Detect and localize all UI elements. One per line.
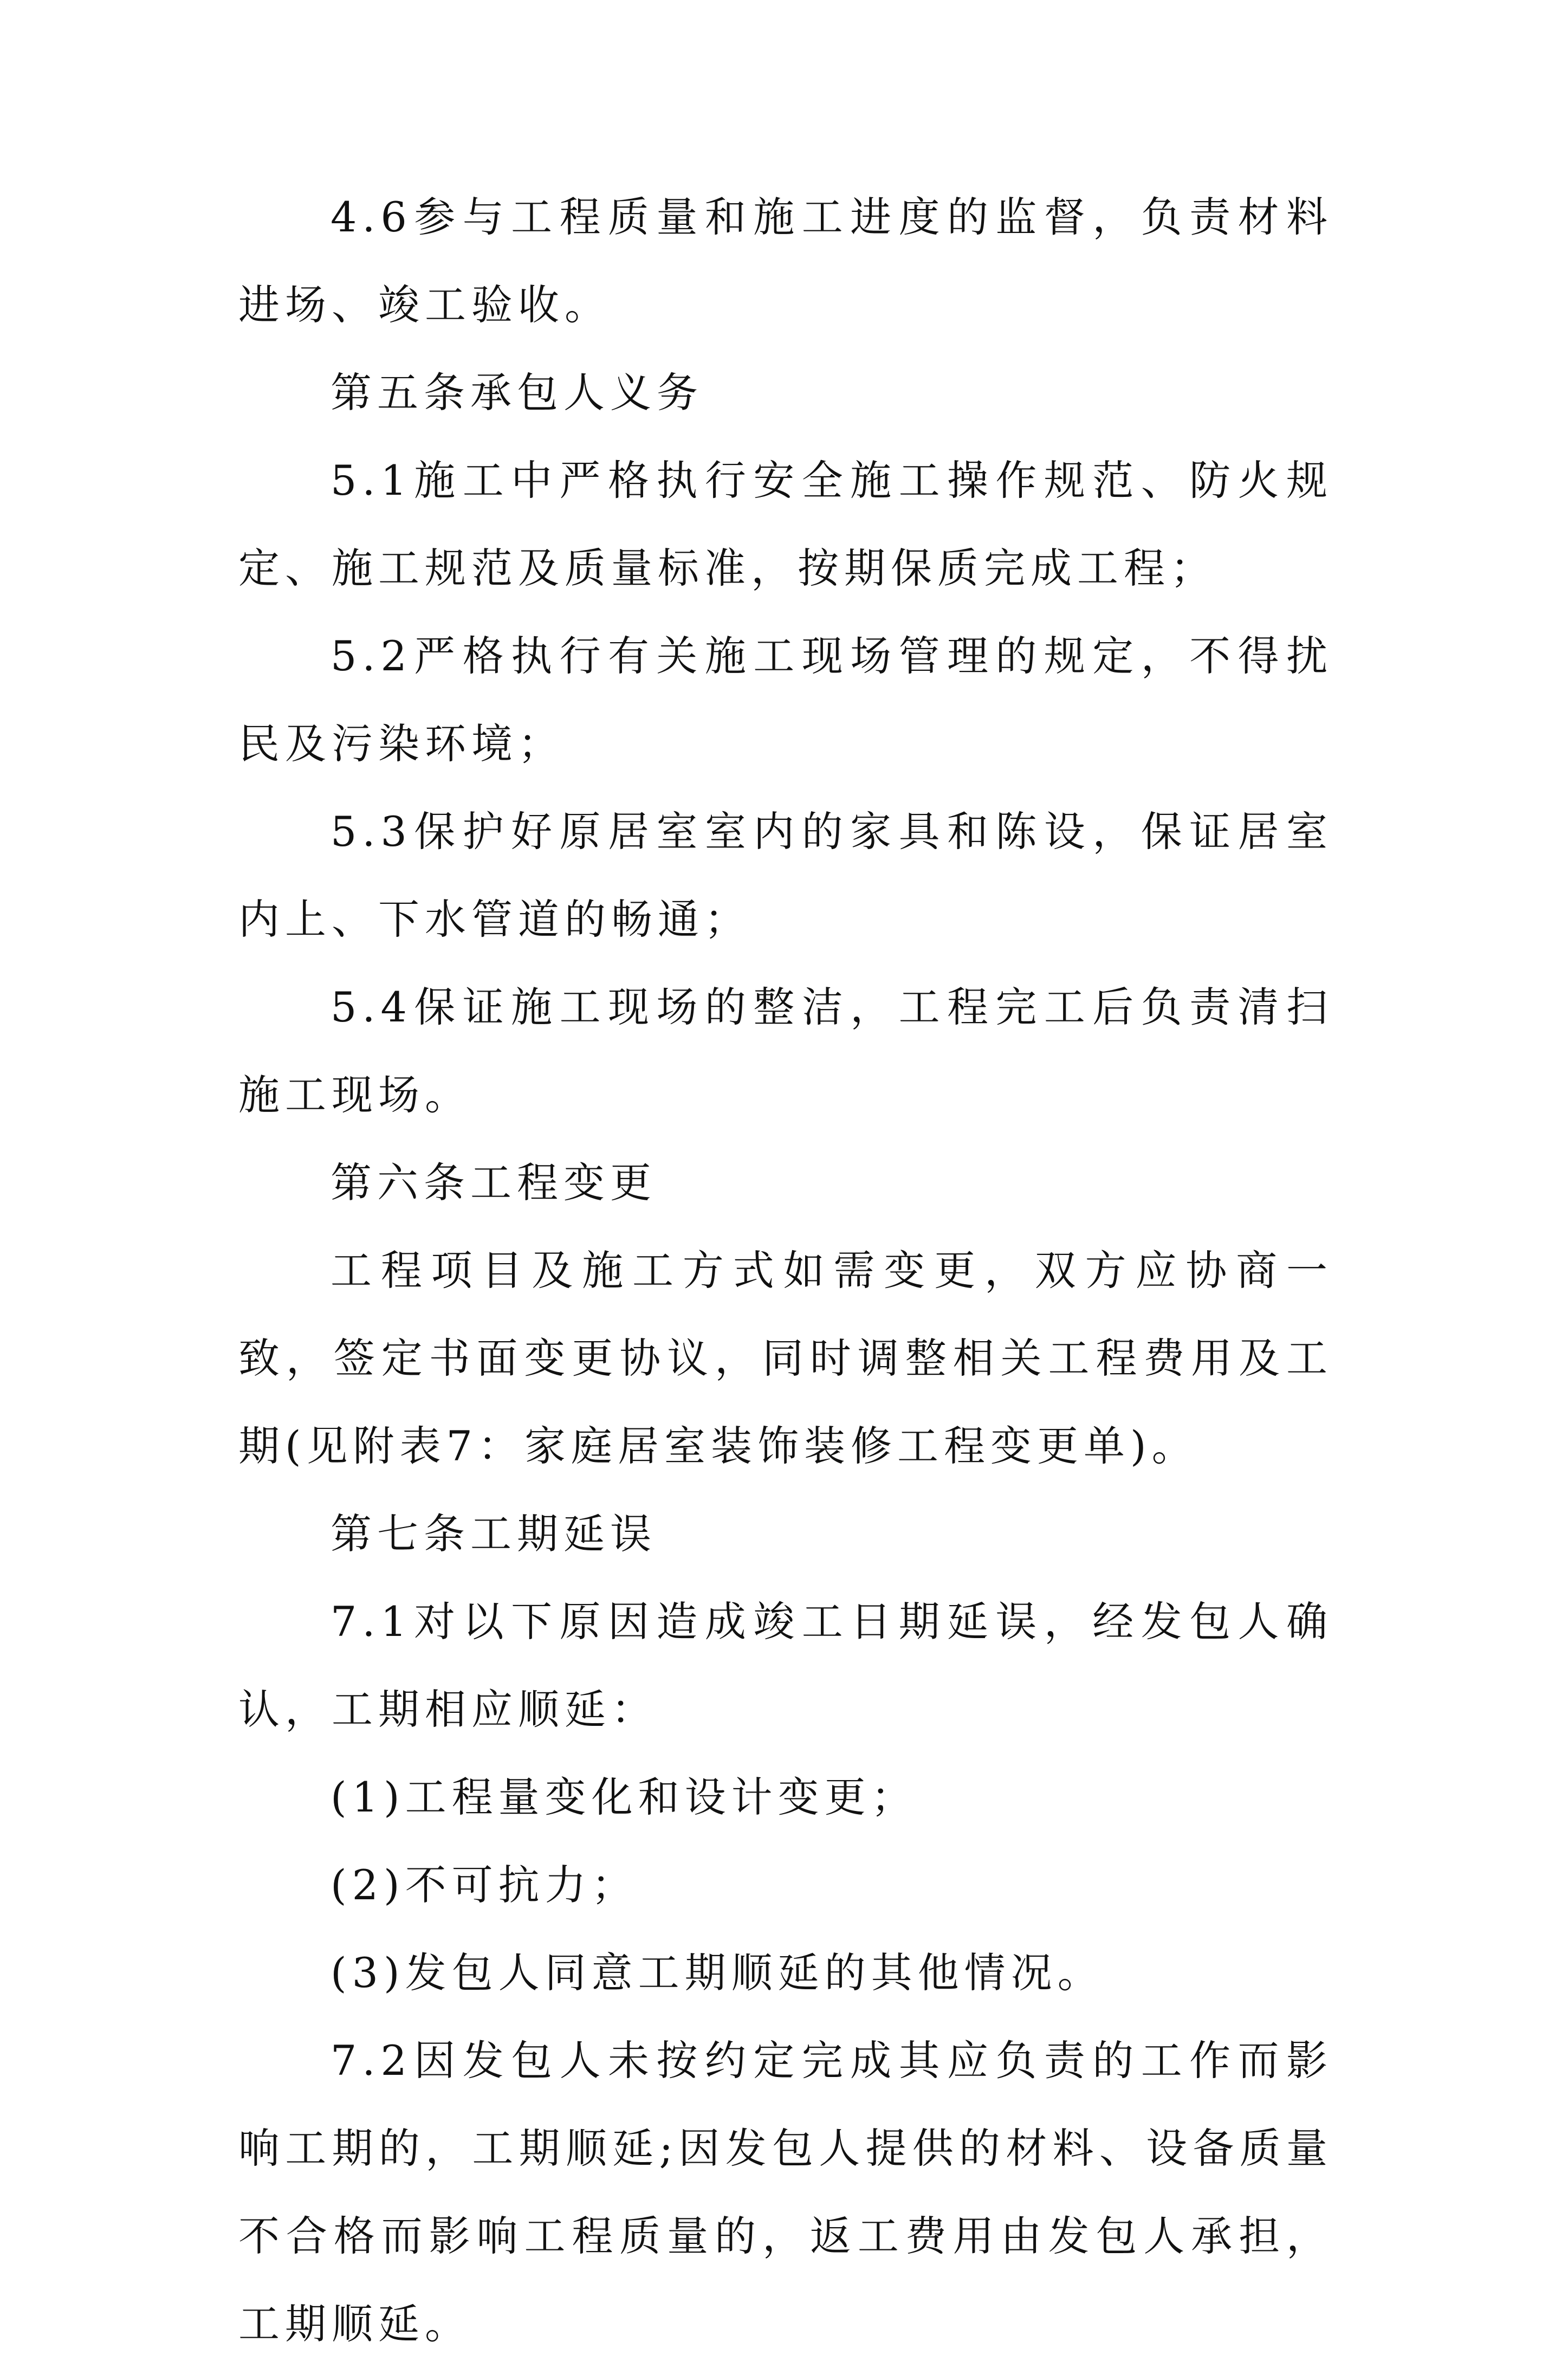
clause-5-4: 5.4保证施工现场的整洁，工程完工后负责清扫施工现场。 — [238, 983, 1333, 1119]
article-7-heading: 第七条工期延误 — [331, 1510, 657, 1558]
clause-7-2: 7.2因发包人未按约定完成其应负责的工作而影响工期的，工期顺延;因发包人提供的材料、设备质量不合格而影响工程质量的，返工费用由发包人承担，工期顺延。 — [238, 2036, 1333, 2348]
document-body — [238, 173, 1333, 2368]
clause-7-1-item-1: (1)工程量变化和设计变更； — [331, 1773, 918, 1821]
clause-5-2: 5.2严格执行有关施工现场管理的规定，不得扰民及污染环境； — [238, 632, 1333, 768]
article-6-body: 工程项目及施工方式如需变更，双方应协商一致，签定书面变更协议，同时调整相关工程费用及工期(见附表7：家庭居室装饰装修工程变更单)。 — [238, 1246, 1333, 1470]
clause-7-1: 7.1对以下原因造成竣工日期延误，经发包人确认，工期相应顺延： — [238, 1597, 1333, 1733]
clause-7-1-item-3: (3)发包人同意工期顺延的其他情况。 — [331, 1949, 1104, 1997]
clause-5-1: 5.1施工中严格执行安全施工操作规范、防火规定、施工规范及质量标准，按期保质完成工程； — [238, 456, 1333, 592]
article-5-heading: 第五条承包人义务 — [331, 368, 703, 417]
clause-7-1-item-2: (2)不可抗力； — [331, 1861, 638, 1909]
article-6-heading: 第六条工程变更 — [331, 1159, 657, 1207]
clause-5-3: 5.3保护好原居室室内的家具和陈设，保证居室内上、下水管道的畅通； — [238, 807, 1333, 943]
clause-4-6: 4.6参与工程质量和施工进度的监督，负责材料进场、竣工验收。 — [238, 193, 1333, 329]
